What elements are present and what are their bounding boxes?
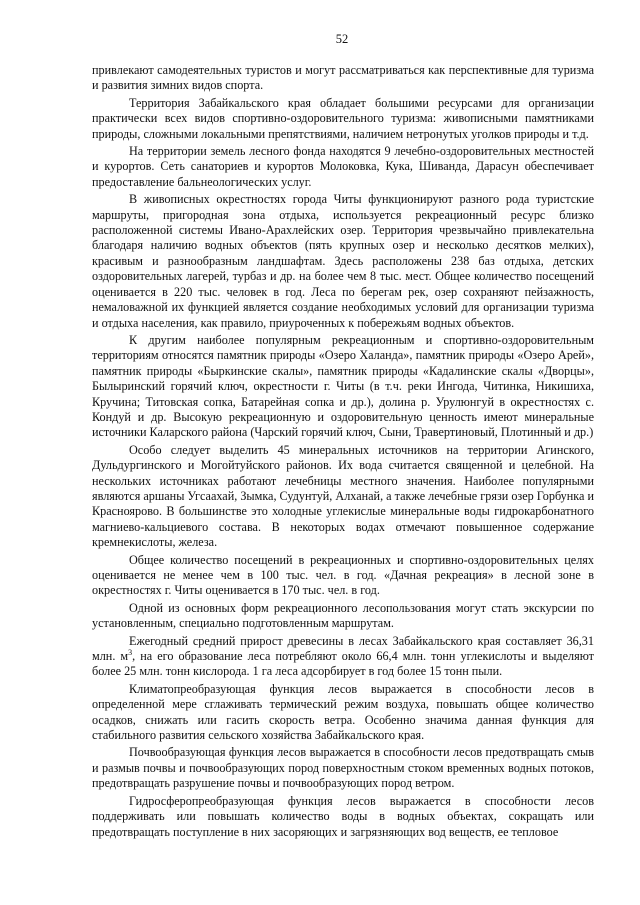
paragraph-excursions: Одной из основных форм рекреационного лесопользования могут стать экскурсии по установленным, специально подготовленным маршрутам. xyxy=(92,600,594,631)
paragraph-chita-surroundings: В живописных окрестностях города Читы функционируют разного рода туристские маршруты, пригородная зона отдыха, используется рекреационный ресурс близко расположенной системы Ивано-Арахлейских озер. Территория чрезвычайно привлекательна благодаря наличию водных объектов (пять крупных озер и несколько десятков мелких), красивым и разнообразным ландшафтам. Здесь расположены 238 баз отдыха, детских оздоровительных лагерей, турбаз и др. на более чем 8 тыс. мест. Общее количество посещений оценивается в 220 тыс. человек в год. Леса по берегам рек, озер сохраняют пейзажность, немаловажной их функцией является создание необходимых условий для организации туризма и отдыха населения, как правило, приуроченных к побережьям водных объектов. xyxy=(92,192,594,330)
cubic-superscript: 3 xyxy=(128,647,133,657)
paragraph-intro-continuation: привлекают самодеятельных туристов и могут рассматриваться как перспективные для туризма и развития зимних видов спорта. xyxy=(92,63,594,93)
paragraph-visits: Общее количество посещений в рекреационных и спортивно-оздоровительных целях оценивается не менее чем в 100 тыс. чел. в год. «Дачная рекреация» в лесной зоне в окрестностях г. Читы оценивается в 170 тыс. чел. в год. xyxy=(92,552,594,598)
paragraph-resorts: На территории земель лесного фонда находятся 9 лечебно-оздоровительных местностей и курортов. Сеть санаториев и курортов Молоковка, Кука, Шиванда, Дарасун обеспечивает предоставление бальнеологических услуг. xyxy=(92,144,594,189)
paragraph-climate-function: Климатопреобразующая функция лесов выражается в способности лесов в определенной мере сглаживать термический режим воздуха, повышать общее количество осадков, снижать или гасить скорость ветра. Особенно значима данная функция для стабильного развития сельского хозяйства Забайкальского края. xyxy=(92,681,594,743)
paragraph-popular-territories: К другим наиболее популярным рекреационным и спортивно-оздоровительным территориям относятся памятник природы «Озеро Халанда», памятник природы «Озеро Арей», памятник природы «Быркинские скалы», памятник природы «Кадалинские скалы «Дворцы», Былыринский горячий ключ, окрестности г. Читы (в т.ч. реки Ингода, Читинка, Никишиха, Кручина; Титовская сопка, Батарейная сопка и др.), долина р. Урулюнгуй в окрестностях с. Кондуй и др. Высокую рекреационную и оздоровительную ценность имеют минеральные источники Каларского района (Чарский горячий ключ, Сыни, Травертиновый, Плотинный и др.) xyxy=(92,332,594,440)
paragraph-mineral-springs: Особо следует выделить 45 минеральных источников на территории Агинского, Дульдургинского и Могойтуйского районов. Их вода считается священной и целебной. На нескольких источниках работают лечебницы местного значения. Наиболее популярными являются аршаны Угсаахай, Зымка, Судунтуй, Алханай, а также лечебные грязи озер Горбунка и Красноярово. В большинстве это холодные углекислые минеральные воды гидрокарбонатного магниево-кальциевого состава. В некоторых водах отмечают повышенное содержание кремнекислоты, железа. xyxy=(92,442,595,550)
paragraph-soil-function: Почвообразующая функция лесов выражается в способности лесов предотвращать смыв и размыв почвы и почвообразующих пород поверхностным стоком временных водных потоков, предотвращать разрушение почвы и почвообразующих пород ветром. xyxy=(92,745,594,791)
paragraph-hydrosphere-function: Гидросферопреобразующая функция лесов выражается в способности лесов поддерживать или повышать количество воды в водных объектах, сокращать или предотвращать поступление в них засоряющих и загрязняющих вод веществ, ее тепловое xyxy=(92,793,594,839)
paragraph-sport-tourism: Территория Забайкальского края обладает большими ресурсами для организации практически всех видов спортивно-оздоровительного туризма: живописными памятниками природы, сложными локальными препятствиями, наличием нетронутых уголков природы и т.д. xyxy=(92,95,594,141)
increment-text-after: , на его образование леса потребляют около 66,4 млн. тонн углекислоты и выделяют более 25 млн. тонн кислорода. 1 га леса адсорбирует в год более 15 тонн пыли. xyxy=(92,649,595,679)
paragraph-wood-increment xyxy=(92,634,594,680)
increment-text-before: Ежегодный средний прирост древесины в лесах Забайкальского края составляет 36,31 млн. м xyxy=(92,633,594,664)
page-number: 52 xyxy=(335,32,349,46)
